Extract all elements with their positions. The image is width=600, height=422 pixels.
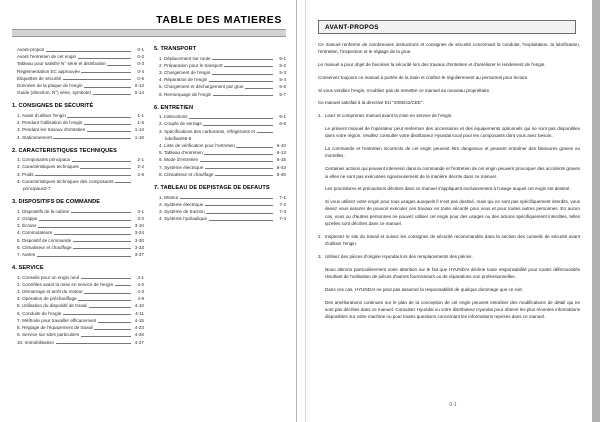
toc-entry-page: 4-9	[137, 296, 144, 302]
toc-entry[interactable]	[12, 302, 144, 309]
toc-entry-page: 6-8	[184, 135, 192, 141]
toc-entry[interactable]	[12, 244, 144, 251]
toc-entry[interactable]	[154, 156, 286, 163]
toc-entry-label: Avant l'entretien de cet engin	[17, 54, 77, 60]
toc-entry[interactable]	[154, 62, 286, 69]
toc-entry[interactable]	[12, 281, 144, 288]
toc-entry-label: 2. Contrôles avant la mise en service de l'engin	[17, 281, 114, 287]
toc-entry[interactable]	[12, 68, 144, 75]
toc-section-heading[interactable]: 6. ENTRETIEN	[154, 104, 194, 111]
toc-entry-page: 7-2	[279, 201, 286, 207]
toc-entry-label: Tableau pour satisfre N° série et distribution	[17, 61, 106, 67]
toc-entry-label: 3. Poids	[17, 171, 34, 177]
foreword-sub-paragraph: Les procédures et précautions décrites dans ce manuel s'appliquent exclusivement à l'usage auquel cet engin est destiné.	[325, 186, 571, 192]
page-number: 0-1	[449, 402, 457, 408]
left-page-table-of-contents	[0, 0, 296, 422]
toc-entry[interactable]	[154, 194, 286, 201]
toc-entry[interactable]	[12, 112, 144, 119]
toc-entry-leader	[107, 64, 130, 66]
toc-entry-label: 7. Méthode pour travailler efficacement	[17, 317, 97, 323]
toc-entry-leader	[257, 131, 273, 133]
toc-entry-leader	[73, 247, 130, 249]
toc-entry-leader	[71, 211, 131, 213]
toc-entry-page: 6-6	[279, 121, 286, 127]
toc-entry-page: 0-3	[137, 61, 144, 67]
toc-entry-leader	[35, 174, 130, 176]
toc-entry[interactable]	[12, 324, 144, 331]
toc-entry[interactable]	[12, 274, 144, 281]
toc-entry-page: 2-7	[43, 186, 51, 192]
toc-entry[interactable]	[12, 310, 144, 317]
toc-entry[interactable]	[12, 317, 144, 324]
right-page-foreword	[306, 0, 600, 422]
toc-entry-page: 1-5	[137, 120, 144, 126]
toc-entry-leader	[87, 130, 131, 132]
foreword-sub-paragraph: Dans ces cas, HYUNDAI ne peut pas assumer la responsabilité de quelque dommage que ce soit.	[325, 286, 523, 292]
toc-entry-label: 3. Spécifications des carburants, réfrigérants et	[159, 128, 256, 134]
toc-entry[interactable]	[12, 208, 144, 215]
toc-entry-leader	[209, 80, 273, 82]
toc-entry-label: Guide (direction, N°) série, symbole)	[17, 90, 92, 96]
toc-entry-leader	[56, 342, 131, 344]
toc-entry[interactable]	[154, 164, 286, 171]
toc-entry-leader	[212, 73, 273, 75]
toc-entry-page: 4-27	[134, 339, 144, 345]
toc-entry-page: 3-1	[137, 208, 144, 214]
foreword-item-text: Lisez et comprenez manuel avant la mise en service de l'engin.	[325, 113, 453, 119]
toc-entry-label: 2. Couple de serrage	[159, 121, 202, 127]
toc-entry-label: 4. Liste de vérification pour l'entretien	[159, 143, 235, 149]
toc-columns	[12, 46, 286, 346]
toc-entry-page: 7-4	[279, 216, 286, 222]
toc-entry-leader	[37, 255, 131, 257]
foreword-sub-paragraph: Certaines actions qui peuvent intervenir dans la commande et l'entretien de cet engin peuvent provoquer des accidents graves si elles ne sont pas exécutées rigoureusement de la manière décrite dans ce manuel.	[325, 166, 580, 179]
toc-entry-label: Réglementation EC approuvée	[17, 68, 80, 74]
toc-entry-page: 6-10	[276, 143, 286, 149]
toc-entry[interactable]	[12, 288, 144, 295]
toc-entry-label: 1. Instructions	[159, 114, 188, 120]
toc-entry-page: 6-13	[276, 150, 286, 156]
toc-entry[interactable]	[154, 76, 286, 83]
toc-entry-label: 3. Démarrage et arrêt du moteur	[17, 289, 83, 295]
toc-entry[interactable]	[154, 69, 286, 76]
toc-entry[interactable]	[12, 89, 144, 96]
toc-entry-page: 5-1	[279, 55, 286, 61]
toc-entry[interactable]	[12, 331, 144, 338]
toc-entry-label: 5. Dispositif de commande	[17, 237, 72, 243]
toc-entry-label: 6. Remorquage de l'engin	[159, 91, 212, 97]
toc-entry-page: 4-1	[137, 274, 144, 280]
toc-entry-leader	[84, 123, 131, 125]
toc-entry-label: 8. Climatiseur et chauffage	[159, 171, 214, 177]
toc-entry[interactable]	[154, 208, 286, 215]
toc-entry-continuation-label: principaux	[23, 186, 44, 192]
toc-entry-page: 1-14	[134, 127, 144, 133]
toc-entry-leader	[78, 299, 130, 301]
page-title: TABLE DES MATIERES	[156, 14, 282, 26]
toc-entry-leader	[84, 292, 130, 294]
toc-entry-leader	[213, 94, 273, 96]
toc-entry-continuation[interactable]	[12, 185, 144, 192]
toc-entry[interactable]	[12, 163, 144, 170]
toc-entry-leader	[81, 335, 131, 337]
toc-entry-leader	[72, 160, 131, 162]
toc-entry-leader	[98, 321, 131, 323]
foreword-item-text: Utilisez des pièces d'origine Hyundai lors des remplacements des pièces.	[325, 253, 473, 259]
toc-entry-label: 4. Système hydraulique	[159, 216, 208, 222]
toc-entry-page: 4-2	[137, 281, 144, 287]
toc-entry-label: 1. Dispositifs de la cabine	[17, 208, 70, 214]
toc-entry[interactable]	[12, 339, 144, 346]
toc-entry-leader	[81, 277, 131, 279]
toc-entry-page: 6-1	[279, 114, 286, 120]
toc-section-heading[interactable]: 7. TABLEAU DE DEPISTAGE DE DEFAUTS	[154, 185, 270, 192]
toc-entry-leader	[205, 167, 273, 169]
toc-entry-page: 4-26	[134, 332, 144, 338]
toc-entry-label: 3. Écrans	[17, 223, 37, 229]
toc-entry-label: 8. Réglage de l'équipement de travail	[17, 325, 93, 331]
toc-entry-page: 6-46	[276, 171, 286, 177]
toc-entry[interactable]	[12, 295, 144, 302]
toc-entry-page: 3-33	[134, 244, 144, 250]
toc-entry[interactable]	[12, 134, 144, 141]
toc-entry-label: 3. Chargement de l'engin	[159, 69, 211, 75]
toc-entry-label: 1. Moteur	[159, 194, 179, 200]
foreword-item-number: 3.	[318, 253, 322, 259]
page-edge-shadow	[592, 0, 600, 422]
toc-entry-leader	[245, 87, 272, 89]
toc-entry-leader	[54, 233, 131, 235]
toc-entry[interactable]	[154, 113, 286, 120]
foreword-sub-paragraph: Le présent manuel de l'opérateur peut renfermer des accessoires et des équipements optionnels qui ne sont pas disponibles dans votre région. Veuillez consulter votre distributeur Hyundai local pour les composants dont vous avez besoin.	[325, 126, 580, 139]
toc-entry-page: 5-3	[279, 69, 286, 75]
toc-entry-leader	[224, 65, 272, 67]
toc-entry-leader	[200, 160, 273, 162]
toc-entry-page: 6-15	[276, 157, 286, 163]
foreword-item-number: 2.	[318, 233, 322, 239]
toc-entry-page: 3-2	[137, 215, 144, 221]
toc-entry-leader	[180, 197, 273, 199]
toc-entry[interactable]	[12, 46, 144, 53]
foreword-sub-paragraph: La commande et l'entretien incorrects de cet engin peuvent être dangereux et peuvent entraîner des blessures graves ou mortelles.	[325, 146, 580, 159]
foreword-item-number: 1.	[318, 113, 322, 119]
toc-entry-label: 1. Composants principaux	[17, 157, 71, 163]
toc-section-heading[interactable]: 4. SERVICE	[12, 265, 44, 272]
toc-entry-leader	[53, 137, 130, 139]
toc-entry-label: 5. Utilisation du dispositif de travail	[17, 303, 88, 309]
toc-entry-leader	[189, 117, 272, 119]
toc-entry-label: 2. Caractéristiques techniques	[17, 164, 79, 170]
foreword-sub-paragraph: Si vous utilisez votre engin pour tous usages auxquels il n'est pas destiné, mais qui ne sont pas spécifiquement interdits, vous devez vous assurer de pouvoir exécuter ces travaux en toute sécurité pour vous et pour toutes autres personnes. En aucun cas, vous ou d'autres personnes ne pouvez utiliser cet engin pour des usages ou des actions spécifiquement interdites, telles qu'elles sont décrites dans ce manuel.	[325, 199, 580, 227]
toc-entry-label: 4. Caractéristiques techniques des composants	[17, 178, 114, 184]
foreword-body	[318, 41, 580, 321]
toc-entry-leader	[205, 204, 273, 206]
toc-entry-leader	[78, 57, 131, 59]
toc-entry-leader	[203, 124, 272, 126]
toc-entry[interactable]	[12, 237, 144, 244]
toc-entry[interactable]	[12, 251, 144, 258]
toc-entry-page: 2-1	[137, 157, 144, 163]
toc-section-heading[interactable]: 5. TRANSPORT	[154, 46, 197, 52]
page-gutter	[296, 0, 306, 422]
toc-entry-continuation[interactable]	[154, 135, 286, 142]
toc-entry-label: Données de la plaque de l'engin	[17, 83, 83, 89]
toc-entry-leader	[38, 226, 131, 228]
toc-entry-label: Avant-propos	[17, 47, 45, 52]
foreword-numbered-item	[318, 253, 580, 260]
foreword-paragraph: Conservez toujours ce manuel à portée de la main et confiez-le régulièrement au personnel pour lecture.	[318, 74, 529, 80]
toc-entry-page: 0-2	[137, 54, 144, 60]
toc-entry-page: 4-15	[134, 317, 144, 323]
toc-entry[interactable]	[154, 83, 286, 90]
foreword-paragraph: Le manuel a pour objet de favoriser la sécurité lors des travaux d'entretien et d'améliorer le rendement de l'engin.	[318, 62, 546, 68]
toc-entry-page: 0-5	[137, 75, 144, 81]
toc-section-heading[interactable]: 3. DISPOSITIFS DE COMMANDE	[12, 199, 101, 206]
toc-entry[interactable]	[12, 119, 144, 126]
toc-entry-label: 6. Conduite de l'engin	[17, 310, 62, 316]
toc-entry-page: 2-2	[137, 164, 144, 170]
toc-entry-label: 4. Commutateurs	[17, 230, 53, 236]
toc-entry-label: 4. Opération de préchauffage	[17, 296, 77, 302]
toc-entry-page: 6-43	[276, 164, 286, 170]
toc-entry-label: 7. Système électrique	[159, 164, 204, 170]
toc-entry-label: 2. Pendant l'utilisation de l'engin	[17, 120, 83, 126]
toc-column-right	[154, 46, 286, 346]
foreword-paragraph: Si vous vendiez l'engin, n'oubliez pas de remettre ce manuel au nouveau propriétaire.	[318, 87, 491, 93]
toc-entry-page: 0-13	[134, 83, 144, 89]
toc-entry-label: 1. Avant d'utiliser l'engin	[17, 112, 66, 118]
toc-entry-leader	[39, 219, 131, 221]
toc-entry-page: 3-30	[134, 237, 144, 243]
toc-entry-label: 2. Préparation pour le transport	[159, 62, 223, 68]
toc-entry[interactable]	[12, 126, 144, 133]
toc-entry-label: 2. Grappe	[17, 215, 38, 221]
toc-entry[interactable]	[12, 222, 144, 229]
toc-entry-page: 7-3	[279, 208, 286, 214]
foreword-numbered-item	[318, 233, 580, 248]
toc-entry-page: 4-10	[134, 303, 144, 309]
toc-entry-leader	[115, 284, 131, 286]
toc-entry-page: 3-24	[134, 230, 144, 236]
toc-entry-page: 5-2	[279, 62, 286, 68]
toc-entry-leader	[115, 181, 130, 183]
toc-entry-label: 1. Conseils pour un engin neuf	[17, 274, 80, 280]
toc-entry-leader	[204, 153, 272, 155]
toc-entry-leader	[89, 306, 131, 308]
toc-entry-page: 4-11	[135, 310, 144, 316]
toc-entry[interactable]	[12, 215, 144, 222]
toc-entry-label: 10. Immobilisation	[17, 339, 55, 345]
toc-entry-page: 4-23	[134, 325, 144, 331]
toc-entry[interactable]	[154, 91, 286, 98]
toc-entry-page: 4-3	[137, 289, 144, 295]
toc-entry-page: 3-37	[134, 251, 144, 257]
toc-column-left	[12, 46, 144, 346]
toc-entry[interactable]	[154, 55, 286, 62]
toc-entry[interactable]	[12, 156, 144, 163]
toc-entry[interactable]	[154, 128, 286, 135]
toc-entry-label: 6. Climatiseur et chauffage	[17, 244, 72, 250]
toc-entry-label: 4. Réparation de l'engin	[159, 77, 208, 83]
toc-entry-label: 3. Pendant les travaux d'entretien	[17, 127, 86, 133]
toc-entry[interactable]	[154, 142, 286, 149]
foreword-numbered-item	[318, 112, 580, 119]
toc-entry-page: 5-6	[279, 84, 286, 90]
toc-entry-leader	[46, 50, 131, 52]
toc-entry-leader	[93, 93, 131, 95]
toc-entry[interactable]	[12, 53, 144, 60]
toc-entry-leader	[63, 313, 131, 315]
toc-entry-continuation-label: lubrifiants	[165, 135, 185, 141]
toc-entry-page: 1-18	[134, 134, 144, 140]
foreword-paragraph: Ce manuel renferme de nombreuses instructions et consignes de sécurité concernant la conduite, l'exploitation, la lubrification, l'entretien, l'inspection et le réglage de la grue.	[318, 42, 580, 55]
toc-entry-page: 7-1	[279, 194, 286, 200]
toc-entry-leader	[67, 116, 130, 118]
toc-entry-label: 4. Stationnement	[17, 134, 52, 140]
toc-entry[interactable]	[12, 75, 144, 82]
toc-entry[interactable]	[154, 120, 286, 127]
foreword-sub-paragraph: Des améliorations continues sur le plan de la conception de cet engin peuvent entraîner des modifications de détail qui ne sont pas décrites dans ce manuel. Consultez Hyundai ou votre distributeur Hyundai pour obtenir les plus récentes informations disponibles sur votre machine ou pour toutes questions concernant les informations reprises dans ce manuel.	[325, 299, 580, 320]
toc-entry-label: 2. Système électrique	[159, 201, 204, 207]
toc-entry-page: 0-1	[137, 47, 144, 52]
toc-entry[interactable]	[12, 60, 144, 67]
toc-entry-label: 5. Chargement et déchargement par grue	[159, 84, 244, 90]
toc-entry-leader	[63, 78, 131, 80]
toc-entry-leader	[236, 146, 272, 148]
foreword-sub-paragraph: Nous attirons particulièrement votre attention sur le fait que HYUNDAI décline toute responsabilité pour toutes défectuosités résultant de l'utilisation de pièces d'autres fournisseurs ou de réparations non professionnelles.	[325, 266, 580, 280]
toc-entry-page: 2-6	[137, 171, 144, 177]
toc-entry[interactable]	[12, 171, 144, 178]
toc-entry-label: 7. Autres	[17, 251, 36, 257]
toc-entry[interactable]	[154, 201, 286, 208]
toc-entry-label: Etiquettes de sécurité	[17, 75, 62, 81]
toc-entry-page: 1-1	[137, 112, 144, 118]
toc-section-heading[interactable]: 2. CARACTERISTIQUES TECHNIQUES	[12, 147, 117, 154]
toc-entry-page: 5-7	[279, 91, 286, 97]
toc-entry-label: 6. Mode d'entretien	[159, 157, 199, 163]
toc-entry-page: 0-4	[137, 68, 144, 74]
toc-entry-label: 9. Service sur sites particuliers	[17, 332, 80, 338]
toc-entry-page: 5-4	[279, 77, 286, 83]
toc-entry-leader	[215, 174, 272, 176]
title-divider	[12, 29, 286, 37]
toc-entry-leader	[94, 328, 130, 330]
toc-entry-leader	[81, 71, 130, 73]
toc-entry[interactable]	[12, 229, 144, 236]
toc-entry-leader	[212, 58, 272, 60]
toc-entry-leader	[209, 219, 273, 221]
toc-entry-label: 5. Tableau d'entretien	[159, 150, 203, 156]
toc-entry-leader	[206, 212, 272, 214]
toc-entry[interactable]	[154, 149, 286, 156]
foreword-heading: AVANT-PROPOS	[318, 20, 576, 34]
toc-entry-leader	[73, 240, 131, 242]
toc-entry-page: 0-14	[134, 90, 144, 96]
toc-section-heading[interactable]: 1. CONSIGNES DE SÉCURITÉ	[12, 103, 94, 110]
toc-entry-label: 3. Système de traction	[159, 208, 205, 214]
foreword-item-text: Inspectez le site du travail et suivez les consignes de sécurité recommandés dans la section des conseils de sécurité avant d'utiliser l'engin.	[325, 233, 580, 247]
foreword-paragraph: Ce manuel satisfait à la directive EU "2006/42/CEE".	[318, 100, 424, 106]
toc-entry-leader	[84, 86, 131, 88]
toc-entry[interactable]	[154, 171, 286, 178]
toc-entry[interactable]	[154, 215, 286, 222]
toc-entry[interactable]	[12, 178, 144, 185]
toc-entry-leader	[80, 167, 130, 169]
toc-entry-page: 3-10	[134, 223, 144, 229]
toc-entry[interactable]	[12, 82, 144, 89]
toc-entry-label: 1. Déplacement sur route	[159, 55, 211, 61]
